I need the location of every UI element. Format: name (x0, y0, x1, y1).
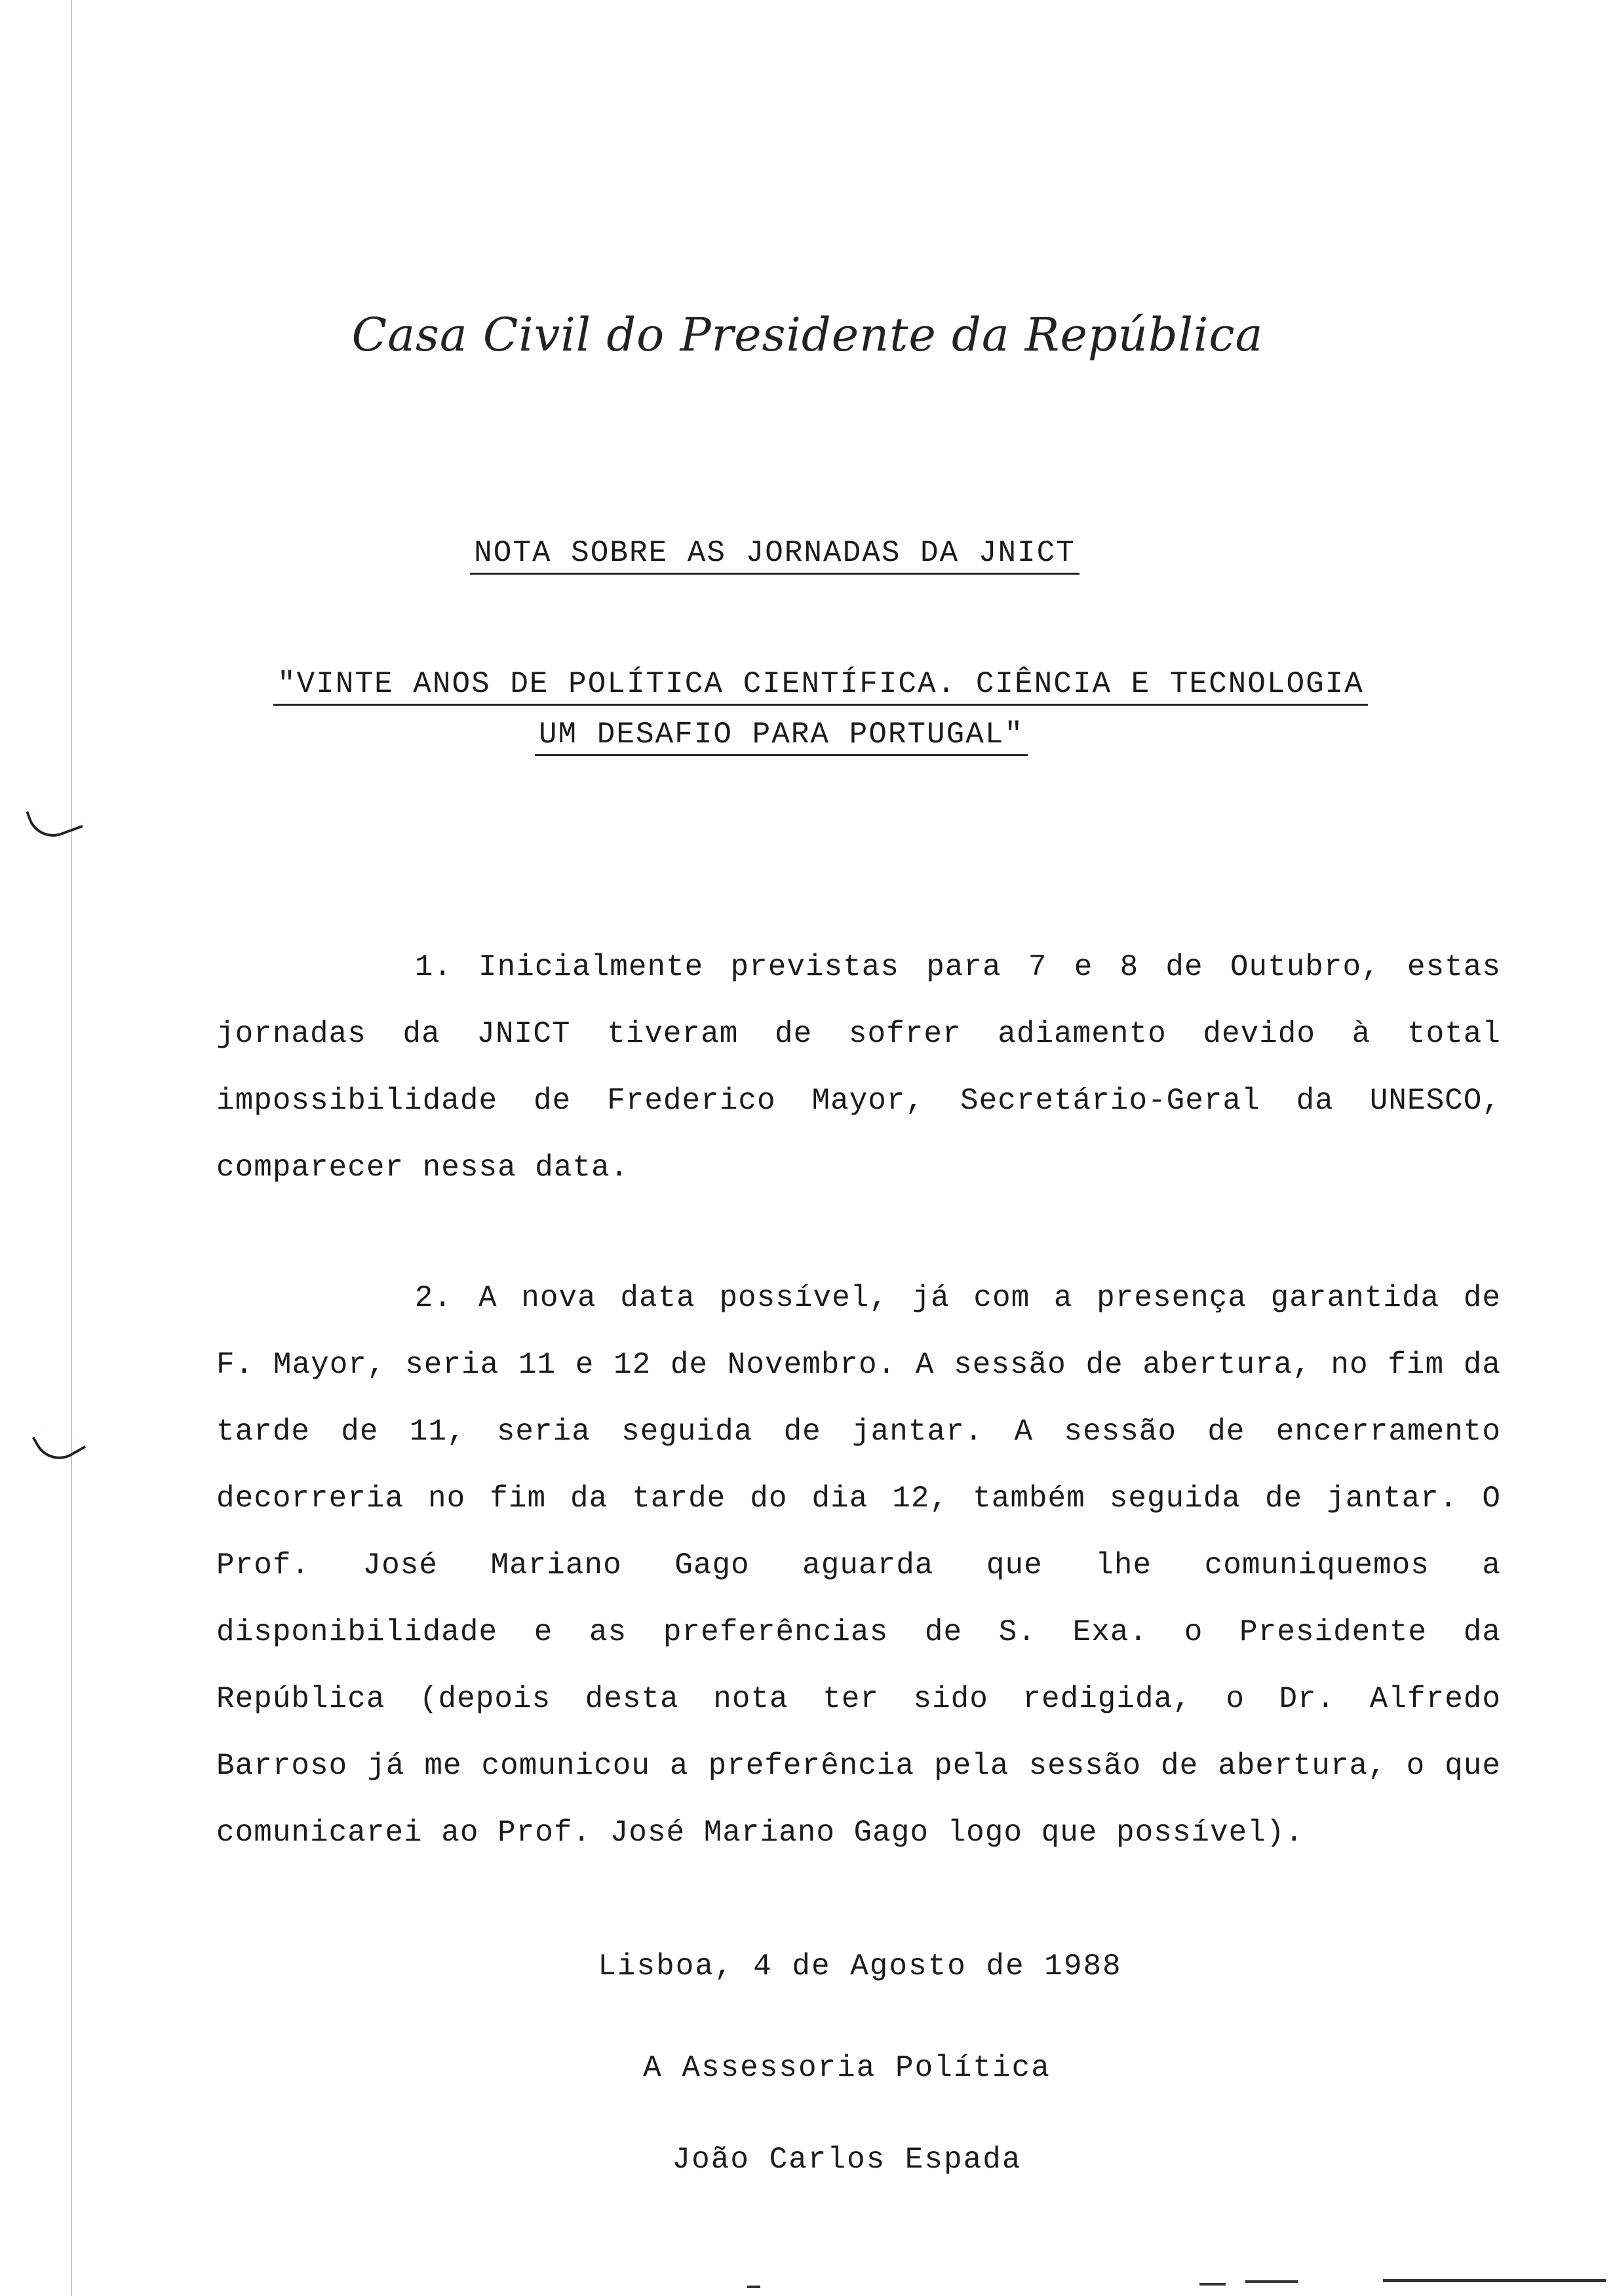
subtitle-line-1 (13, 667, 1615, 706)
signatory-name: João Carlos Espada (672, 2143, 1022, 2177)
scan-dash (747, 2286, 760, 2288)
letterhead: Casa Civil do Presidente da República (351, 308, 1264, 362)
paragraph-2 (216, 1265, 1501, 1866)
scan-mark (32, 1417, 86, 1469)
scan-mark (26, 795, 83, 844)
place-date: Lisboa, 4 de Agosto de 1988 (598, 1949, 1122, 1983)
subtitle-line-1-text: "VINTE ANOS DE POLÍTICA CIENTÍFICA. CIÊNCIA E TECNOLOGIA (273, 667, 1368, 706)
document-title (0, 536, 1582, 575)
scan-dash (1199, 2283, 1226, 2286)
paragraph-number: 2. (414, 1281, 452, 1315)
subtitle-line-2 (0, 718, 1589, 756)
paragraph-text: A nova data possível, já com a presença garantida de F. Mayor, seria 11 e 12 de Novembro. A sessão de abertura, no fim da tarde de 11, seria seguida de jantar. A sessão de encerramento decorreria no fim da tarde do dia 12, também seguida de jantar. O Prof. José Mariano Gago aguarda que lhe comuniquemos a disponibilidade e as preferências de S. Exa. o Presidente da República (depois desta nota ter sido redigida, o Dr. Alfredo Barroso já me comunicou a preferência pela sessão de abertura, o que comunicarei ao Prof. José Mariano Gago logo que possível). (216, 1281, 1501, 1850)
scan-dash (1245, 2280, 1298, 2283)
scan-dash (1383, 2279, 1606, 2282)
paragraph-text: Inicialmente previstas para 7 e 8 de Outubro, estas jornadas da JNICT tiveram de sofrer adiamento devido à total impossibilidade de Frederico Mayor, Secretário-Geral da UNESCO, comparecer nessa data. (216, 950, 1501, 1185)
office-name: A Assessoria Política (643, 2051, 1051, 2085)
subtitle-line-2-text: UM DESAFIO PARA PORTUGAL" (535, 718, 1028, 756)
document-title-text: NOTA SOBRE AS JORNADAS DA JNICT (470, 536, 1080, 575)
paragraph-number: 1. (414, 950, 452, 984)
paragraph-1 (216, 934, 1501, 1201)
